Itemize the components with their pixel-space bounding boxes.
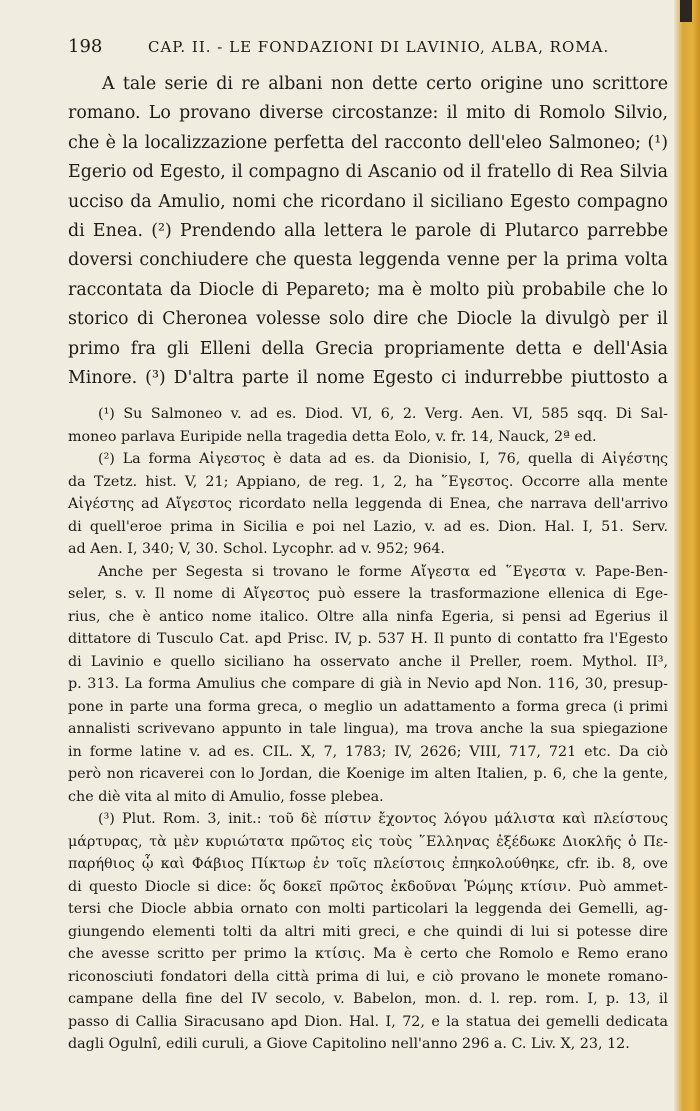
footnote-line: moneo parlava Euripide nella tragedia detta Eolo, v. fr. 14, Nauck, 2ª ed. [68,428,597,445]
footnote-line: di Lavinio e quello siciliano ha osservato anche il Preller, roem. Mythol. II³, [68,653,668,670]
footnote-line: ad Aen. I, 340; V, 30. Schol. Lycophr. ad v. 952; 964. [68,541,445,557]
footnote-line: passo di Callia Siracusano apd Dion. Hal. I, 72, e la statua dei gemelli dedicata [68,1013,668,1030]
footnote-line: dagli Ogulnî, edili curuli, a Giove Capitolino nell'anno 296 a. C. Liv. X, 23, 12. [68,1036,630,1052]
main-text [68,70,668,393]
text-line: Egerio od Egesto, il compagno di Ascanio od il fratello di Rea Silvia [68,162,668,183]
footnote-line: campane della fine del IV secolo, v. Babelon, mon. d. l. rep. rom. I, p. 13, il [68,991,668,1007]
footnote-line: dittatore di Tusculo Cat. apd Prisc. IV, p. 537 H. Il punto di contatto fra l'Egesto [68,631,668,647]
footnote-line: Anche per Segesta si trovano le forme Αἴγεστα ed ῞Εγεστα v. Pape-Ben- [98,563,668,580]
footnote-line: (¹) Su Salmoneo v. ad es. Diod. VI, 6, 2. Verg. Aen. VI, 585 sqq. Di Sal- [98,406,668,422]
text-line: doversi conchiudere che questa leggenda venne per la prima volta [68,250,668,271]
footnote-line: Αἰγέστης ad Αἴγεστος ricordato nella leggenda di Enea, che narrava dell'arrivo [68,496,668,512]
text-line: primo fra gli Elleni della Grecia propriamente detta e dell'Asia [68,338,668,359]
footnote-line: seler, s. v. Il nome di Αἴγεστος può essere la trasformazione ellenica di Ege- [68,586,668,602]
footnote-line: da Tzetz. hist. V, 21; Appiano, de reg. 1, 2, ha ῞Εγεστος. Occorre alla mente [68,473,668,490]
text-line: ucciso da Amulio, nomi che ricordano il siciliano Egesto compagno [68,191,668,212]
footnote-line: tersi che Diocle abbia ornato con molti particolari la leggenda dei Gemelli, ag- [68,901,668,917]
footnotes [68,403,668,1056]
footnote-line: rius, che è antico nome italico. Oltre alla ninfa Egeria, si pensi ad Egerius il [68,608,668,625]
footnote-line: che diè vita al mito di Amulio, fosse plebea. [68,788,384,805]
page-edge-mark [680,0,692,22]
footnote-line: però non ricaverei con lo Jordan, die Koenige im alten Italien, p. 6, che la gente, [68,766,668,782]
text-line: che è la localizzazione perfetta del racconto dell'eleo Salmoneo; (¹) [68,132,668,153]
footnote-line: di questo Diocle si dice: ὅς δοκεῖ πρῶτος ἐκδοῦναι Ῥώμης κτίσιν. Può ammet- [68,878,668,895]
text-line: A tale serie di re albani non dette certo origine uno scrittore [102,74,668,94]
footnote-line: giungendo elementi tolti da altri miti greci, e che quindi di lui si potesse dire [68,923,668,940]
text-line: di Enea. (²) Prendendo alla lettera le parole di Plutarco parrebbe [68,220,668,241]
footnote-line: pone in parte una forma greca, o meglio un adattamento a forma greca (i primi [68,698,668,715]
text-line: romano. Lo provano diverse circostanze: il mito di Romolo Silvio, [68,103,668,124]
page-number: 198 [68,36,103,57]
footnote-line: (²) La forma Αἰγεστος è data ad es. da Dionisio, I, 76, quella di Αἰγέστης [98,451,668,467]
running-header [68,36,668,62]
running-title: CAP. II. - LE FONDAZIONI DI LAVINIO, ALBA, ROMA. [148,38,610,56]
text-line: storico di Cheronea volesse solo dire che Diocle la divulgò per il [68,309,668,330]
footnote-line: riconosciuti fondatori della città prima di lui, e ciò provano le monete romano- [68,968,668,985]
footnote-line: (³) Plut. Rom. 3, init.: τοῦ δὲ πίστιν ἔχοντος λόγου μάλιστα καὶ πλείστους [98,811,668,827]
text-line: raccontata da Diocle di Peparetο; ma è molto più probabile che lo [68,279,668,300]
footnote-line: che avesse scritto per primo la κτίσις. Ma è certo che Romolo e Remo erano [68,946,668,962]
page-edge [674,0,700,1111]
text-line: Minore. (³) D'altra parte il nome Egesto ci indurrebbe piuttosto a [68,367,668,388]
footnote-line: annalisti scrivevano appunto in tale lingua), ma trova anche la sua spiegazione [68,721,668,737]
footnote-line: μάρτυρας, τὰ μὲν κυριώτατα πρῶτος εἰς τοὺς ῞Ελληνας ἐξέδωκε Διοκλῆς ὁ Πε- [68,833,668,850]
footnote-line: p. 313. La forma Amulius che compare di già in Nevio apd Non. 116, 30, presup- [68,676,668,692]
footnote-line: παρήθιος ᾧ καὶ Φάβιος Πίκτωρ ἐν τοῖς πλείστοις ἐπηκολούθηκε, cfr. ib. 8, ove [68,856,668,872]
footnote-line: di quell'eroe prima in Sicilia e poi nel Lazio, v. ad es. Dion. Hal. I, 51. Serv. [68,518,668,535]
footnote-line: in forme latine v. ad es. CIL. X, 7, 1783; IV, 2626; VIII, 717, 721 etc. Da ciò [68,743,668,760]
